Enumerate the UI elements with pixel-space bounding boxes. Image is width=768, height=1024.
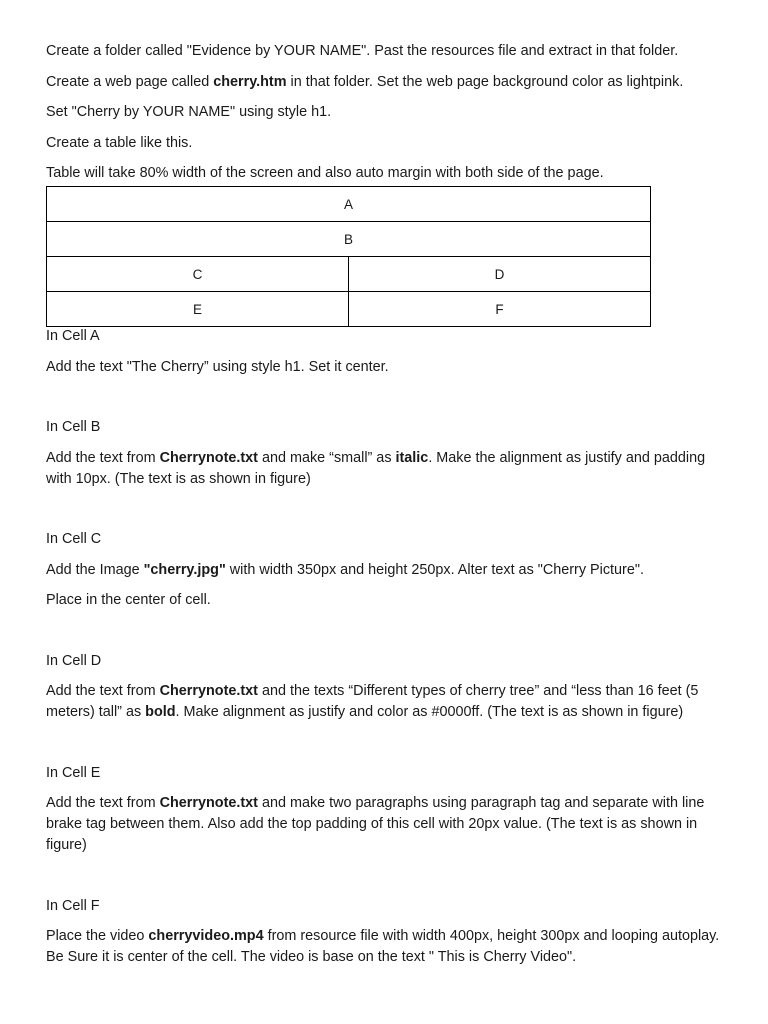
cell-f-text-1: Place the video bbox=[46, 928, 149, 944]
intro-filename: cherry.htm bbox=[213, 73, 287, 90]
cell-d-instructions bbox=[46, 681, 722, 723]
cell-c: C bbox=[47, 257, 349, 292]
cell-b-italic-word: italic bbox=[395, 449, 429, 466]
intro-line-2 bbox=[46, 72, 726, 93]
cell-a: A bbox=[47, 187, 651, 222]
cell-b: B bbox=[47, 222, 651, 257]
layout-table bbox=[46, 186, 651, 327]
intro-line-2-c: in that folder. Set the web page background color as lightpink. bbox=[286, 73, 684, 90]
cell-d-bold-word: bold bbox=[145, 704, 176, 720]
cell-e-filename: Cherrynote.txt bbox=[159, 795, 258, 811]
cell-c-filename: "cherry.jpg" bbox=[143, 561, 226, 578]
cell-a-heading: In Cell A bbox=[46, 328, 100, 344]
cell-b-heading: In Cell B bbox=[46, 419, 101, 435]
cell-c-instructions-2: Place in the center of cell. bbox=[46, 592, 211, 608]
cell-a-instructions: Add the text "The Cherry” using style h1. Set it center. bbox=[46, 358, 389, 375]
intro-line-2-a: Create a web page called bbox=[46, 73, 214, 90]
cell-d-text-2: and the texts “Different types of cherry tree” and “less than 16 feet (5 meters) tall” as bbox=[46, 683, 699, 720]
document-page bbox=[46, 41, 726, 978]
cell-d-text-3: . Make alignment as justify and color as #0000ff. (The text is as shown in figure) bbox=[175, 704, 684, 720]
cell-f-heading: In Cell F bbox=[46, 897, 100, 914]
intro-line-1: Create a folder called "Evidence by YOUR NAME". Past the resources file and extract in that folder. bbox=[46, 43, 679, 59]
cell-e-text-2: and make two paragraphs using paragraph tag and separate with line brake tag between them. Also add the top padding of this cell with 20px value. (The text is as shown in figure) bbox=[46, 795, 705, 853]
cell-c-text-1: Add the Image bbox=[46, 561, 144, 578]
cell-e: E bbox=[47, 292, 349, 327]
intro-line-4: Create a table like this. bbox=[46, 134, 193, 151]
cell-e-text-1: Add the text from bbox=[46, 795, 160, 811]
cell-d-filename: Cherrynote.txt bbox=[159, 683, 258, 699]
cell-b-text-2: and make “small” as bbox=[257, 449, 396, 466]
cell-d: D bbox=[349, 257, 651, 292]
cell-c-heading: In Cell C bbox=[46, 531, 102, 547]
intro-line-5: Table will take 80% width of the screen and also auto margin with both side of the page. bbox=[46, 165, 604, 181]
cell-f-text-2: from resource file with width 400px, height 300px and looping autoplay. Be Sure it is center of the cell. The video is base on the text " This is Cherry Video". bbox=[46, 928, 720, 965]
cell-f-filename: cherryvideo.mp4 bbox=[148, 928, 264, 944]
cell-e-heading: In Cell E bbox=[46, 764, 101, 781]
cell-d-heading: In Cell D bbox=[46, 652, 102, 669]
cell-d-text-1: Add the text from bbox=[46, 683, 160, 699]
cell-f: F bbox=[349, 292, 651, 327]
cell-c-instructions bbox=[46, 560, 726, 581]
cell-b-instructions bbox=[46, 448, 726, 490]
intro-line-3: Set "Cherry by YOUR NAME" using style h1. bbox=[46, 104, 332, 120]
cell-f-instructions bbox=[46, 926, 726, 968]
cell-c-text-2: with width 350px and height 250px. Alter text as "Cherry Picture". bbox=[225, 561, 644, 578]
cell-b-text-3: . Make the alignment as justify and padding with 10px. (The text is as shown in figure) bbox=[46, 449, 706, 487]
cell-b-text-1: Add the text from bbox=[46, 449, 160, 466]
cell-b-filename: Cherrynote.txt bbox=[159, 449, 258, 466]
cell-e-instructions bbox=[46, 793, 726, 856]
